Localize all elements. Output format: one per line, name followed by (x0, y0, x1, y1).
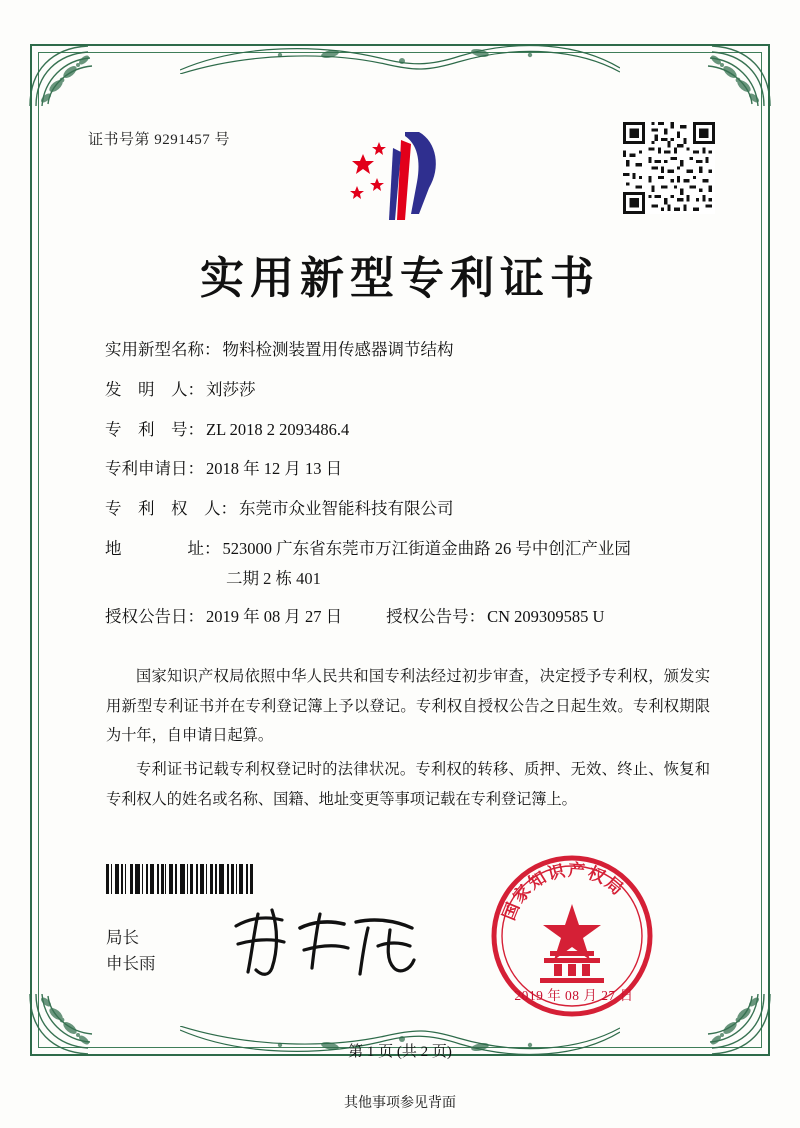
paragraph-2: 专利证书记载专利权登记时的法律状况。专利权的转移、质押、无效、终止、恢复和专利权人的姓名或名称、国籍、地址变更等事项记载在专利登记簿上。 (106, 760, 710, 808)
field-grant-announcement (105, 603, 710, 627)
qr-code-icon (623, 122, 715, 214)
field-value: 刘莎莎 (206, 379, 256, 399)
paragraph-1: 国家知识产权局依照中华人民共和国专利法经过初步审查，决定授予专利权，颁发实用新型专利证书并在专利登记簿上予以登记。专利权自授权公告之日起生效。专利权期限为十年，自申请日起算。 (106, 668, 710, 745)
field-list (105, 338, 710, 633)
cnipa-logo-icon (345, 128, 455, 224)
field-value: 东莞市众业智能科技有限公司 (239, 499, 454, 518)
svg-text:家: 家 (509, 881, 536, 908)
grant-number-label: 授权公告号： (386, 606, 486, 626)
svg-text:国: 国 (499, 900, 525, 924)
svg-text:产: 产 (567, 860, 586, 882)
grant-number-value: CN 209309585 U (487, 606, 605, 626)
svg-text:识: 识 (545, 861, 567, 885)
field-utility-model-name (105, 338, 710, 363)
field-value: 523000 广东省东莞市万江街道金曲路 26 号中创汇产业园 (222, 538, 631, 558)
svg-text:权: 权 (584, 863, 608, 889)
field-inventor (105, 378, 710, 403)
page-number: 第 1 页 (共 2 页) (348, 1044, 452, 1060)
grant-date-label: 授权公告日： (105, 606, 204, 626)
barcode (106, 864, 290, 894)
field-address-line2: 二期 2 栋 401 (226, 568, 321, 588)
field-label: 专利申请日： (105, 459, 204, 479)
field-value: 物料检测装置用传感器调节结构 (222, 340, 454, 359)
field-patent-number (105, 418, 710, 443)
field-address (105, 537, 710, 562)
field-application-date (105, 457, 710, 482)
footer-note: 其他事项参见背面 (344, 1096, 456, 1111)
field-label: 地 址： (105, 538, 221, 558)
field-value: ZL 2018 2 2093486.4 (206, 419, 350, 439)
field-label: 专 利 权 人： (105, 499, 237, 518)
page-title: 实用新型专利证书 (200, 253, 600, 304)
grant-date-value: 2019 年 08 月 27 日 (206, 606, 343, 626)
seal-date: 2019 年 08 月 27 日 (514, 988, 634, 1003)
field-patentee (105, 497, 710, 522)
signature-name: 申长雨 (106, 954, 156, 974)
svg-text:知: 知 (525, 867, 551, 894)
svg-text:局: 局 (600, 873, 627, 900)
signature-role: 局长 (106, 928, 139, 947)
field-label: 专 利 号： (105, 419, 204, 439)
legal-text (106, 662, 710, 818)
certificate-number: 证书号第 9291457 号 (88, 132, 231, 148)
signature-block (106, 925, 156, 978)
handwritten-signature-icon (228, 906, 428, 982)
field-label: 实用新型名称： (105, 340, 221, 359)
field-label: 发 明 人： (105, 379, 204, 399)
field-value: 2018 年 12 月 13 日 (206, 459, 343, 479)
